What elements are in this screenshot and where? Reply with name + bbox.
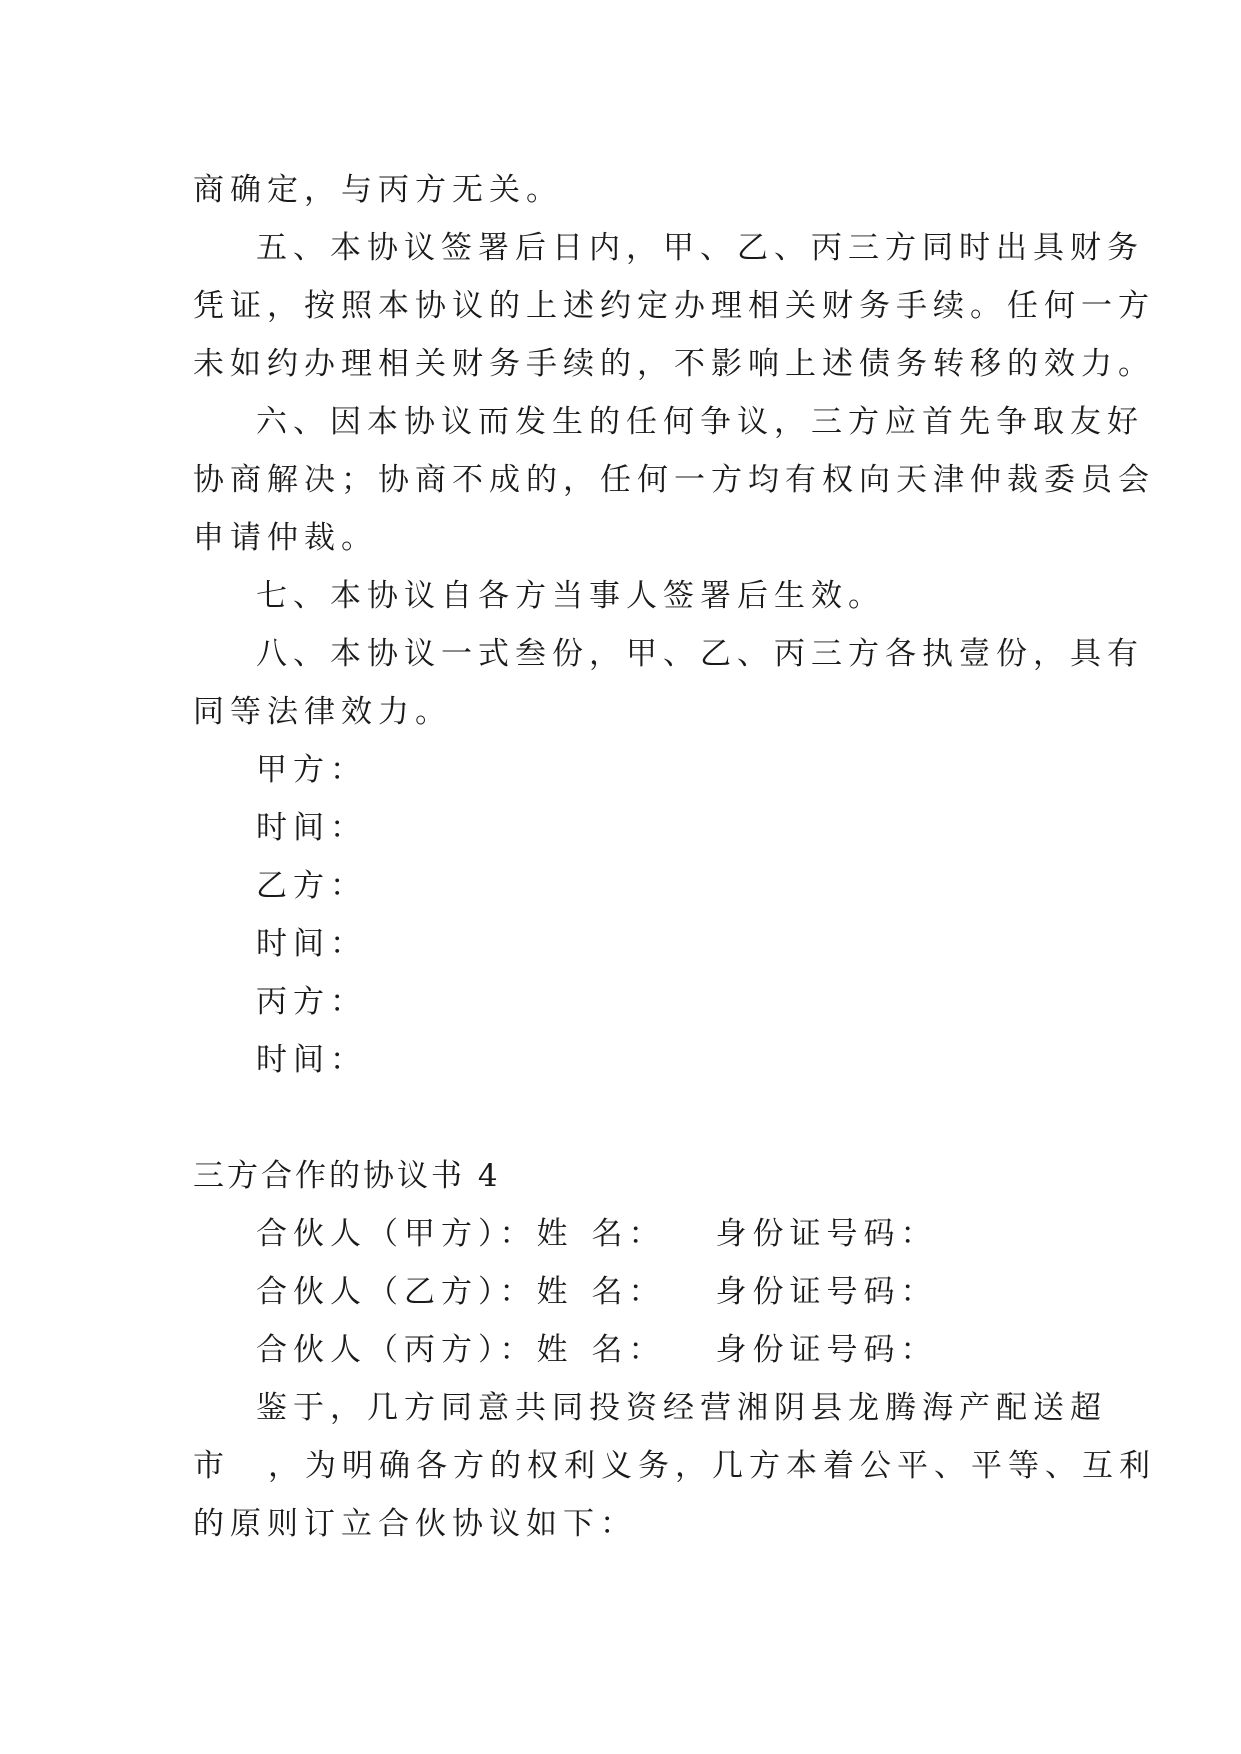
signature-party-c: 丙方： [256,984,367,1020]
name-label: 名： [591,1216,666,1252]
preamble-continuation: ，为明确各方的权利义务，几方本着公平、平等、互利 [268,1448,1156,1484]
signature-time-a: 时间： [256,810,367,846]
preamble-word: 市 [193,1448,230,1484]
id-label: 身份证号码： [715,1332,938,1368]
partner-line-a [193,1205,1053,1263]
partner-label: 合伙人（丙方）：姓 [256,1332,574,1368]
partner-line-c [193,1321,1053,1379]
paragraph-continuation: 商确定，与丙方无关。 [193,172,563,208]
document-body [193,161,1156,1553]
id-label: 身份证号码： [715,1274,938,1310]
signature-party-a: 甲方： [256,752,367,788]
partner-label: 合伙人（乙方）：姓 [256,1274,574,1310]
name-label: 名： [591,1332,666,1368]
clause-6-line-1: 六、因本协议而发生的任何争议，三方应首先争取友好 [256,404,1144,440]
signature-party-b: 乙方： [256,868,367,904]
partner-label: 合伙人（甲方）：姓 [256,1216,574,1252]
clause-7: 七、本协议自各方当事人签署后生效。 [256,578,885,614]
signature-time-b: 时间： [256,926,367,962]
partner-line-b [193,1263,1053,1321]
clause-6-line-3: 申请仲裁。 [193,520,378,556]
blank-line [193,1089,1053,1147]
signature-time-c: 时间： [256,1042,367,1078]
section-title: 三方合作的协议书 4 [193,1158,501,1194]
clause-8-line-1: 八、本协议一式叁份，甲、乙、丙三方各执壹份，具有 [256,636,1144,672]
preamble-line-1: 鉴于，几方同意共同投资经营湘阴县龙腾海产配送超 [256,1390,1107,1426]
clause-8-line-2: 同等法律效力。 [193,694,452,730]
clause-6-line-2: 协商解决；协商不成的，任何一方均有权向天津仲裁委员会 [193,462,1155,498]
clause-5-line-1: 五、本协议签署后日内，甲、乙、丙三方同时出具财务 [256,230,1144,266]
preamble-line-2 [193,1437,1156,1495]
id-label: 身份证号码： [715,1216,938,1252]
preamble-line-3: 的原则订立合伙协议如下： [193,1506,637,1542]
clause-5-line-2: 凭证，按照本协议的上述约定办理相关财务手续。任何一方 [193,288,1155,324]
name-label: 名： [591,1274,666,1310]
clause-5-line-3: 未如约办理相关财务手续的，不影响上述债务转移的效力。 [193,346,1155,382]
